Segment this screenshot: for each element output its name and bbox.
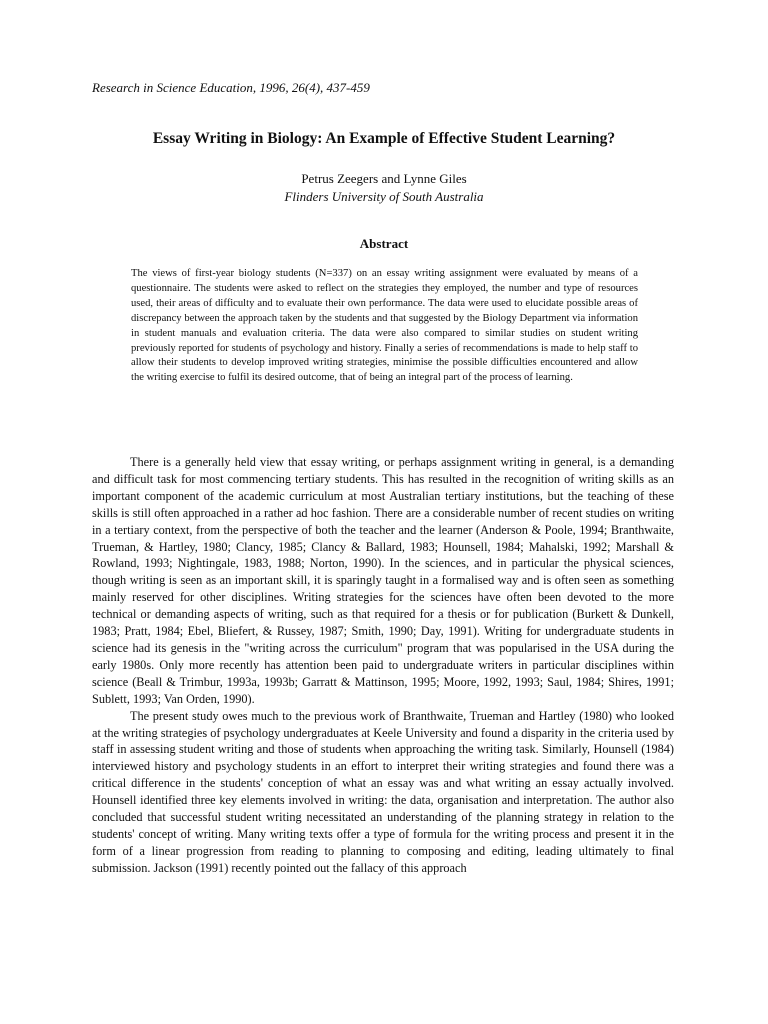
author-affiliation: Flinders University of South Australia xyxy=(284,189,484,204)
author-block xyxy=(0,170,768,206)
abstract-heading: Abstract xyxy=(359,236,409,251)
paper-title: Essay Writing in Biology: An Example of Effective Student Learning? xyxy=(152,130,616,147)
author-names: Petrus Zeegers and Lynne Giles xyxy=(301,171,467,186)
body-text xyxy=(92,454,674,877)
body-paragraph-2: The present study owes much to the previous work of Branthwaite, Trueman and Hartley (1980) who looked at the writing strategies of psychology undergraduates at Keele University and found a disparity in the criteria used by staff in assessing student writing and those of students when approaching the writing task. Similarly, Hounsell (1984) interviewed history and psychology students in an effort to interpret their writing strategies and found there was a critical difference in the students' conception of what an essay was and what writing an essay actually involved. Hounsell identified three key elements involved in writing: the data, organisation and interpretation. The author also concluded that successful student writing necessitated an understanding of the planning strategy in relation to the students' concept of writing. Many writing texts offer a type of formula for the writing process and present it in the form of a linear progression from reading to planning to composing and editing, leading ultimately to final submission. Jackson (1991) recently pointed out the fallacy of this approach xyxy=(92,708,674,875)
journal-citation: Research in Science Education, 1996, 26(4), 437-459 xyxy=(92,80,370,95)
body-paragraph-1: There is a generally held view that essay writing, or perhaps assignment writing in general, is a demanding and difficult task for most commencing tertiary students. This has resulted in the recognition of writing skills as an important component of the academic curriculum at most Australian tertiary institutions, but the teaching of these skills is still often approached in a rather ad hoc fashion. There are a considerable number of recent studies on writing in a tertiary context, from the perspective of both the teacher and the learner (Anderson & Poole, 1994; Branthwaite, Trueman, & Hartley, 1980; Clancy, 1985; Clancy & Ballard, 1983; Hounsell, 1984; Mahalski, 1992; Marshall & Rowland, 1993; Nightingale, 1983, 1988; Norton, 1990). In the sciences, and in particular the physical sciences, though writing is seen as an important skill, it is sparingly taught in a formalised way and is often seen as something mainly reserved for other disciplines. Writing strategies for the sciences have often been devoted to the more technical or demanding aspects of writing, such as that required for a thesis or for publication (Burkett & Dunkell, 1983; Pratt, 1984; Ebel, Bliefert, & Russey, 1987; Smith, 1990; Day, 1991). Writing for undergraduate students in science had its genesis in the "writing across the curriculum" program that was popularised in the USA during the early 1980s. Only more recently has attention been paid to undergraduate writers in particular disciplines within science (Beall & Trimbur, 1993a, 1993b; Garratt & Mattinson, 1995; Moore, 1992, 1993; Saul, 1984; Shires, 1991; Sublett, 1993; Van Orden, 1990). xyxy=(92,455,674,706)
abstract-text: The views of first-year biology students (N=337) on an essay writing assignment were evaluated by means of a questionnaire. The students were asked to reflect on the strategies they employed, the number and type of resources used, their areas of difficulty and to evaluate their own performance. The data were used to elucidate possible areas of discrepancy between the approach taken by the students and that suggested by the Biology Department via information in student manuals and evaluation criteria. The data were also compared to similar studies on student writing previously reported for students of psychology and history. Finally a series of recommendations is made to help staff to allow their students to develop improved writing strategies, minimise the possible difficulties encountered and allow the writing exercise to fulfil its desired outcome, that of being an integral part of the process of learning. xyxy=(131,268,638,384)
